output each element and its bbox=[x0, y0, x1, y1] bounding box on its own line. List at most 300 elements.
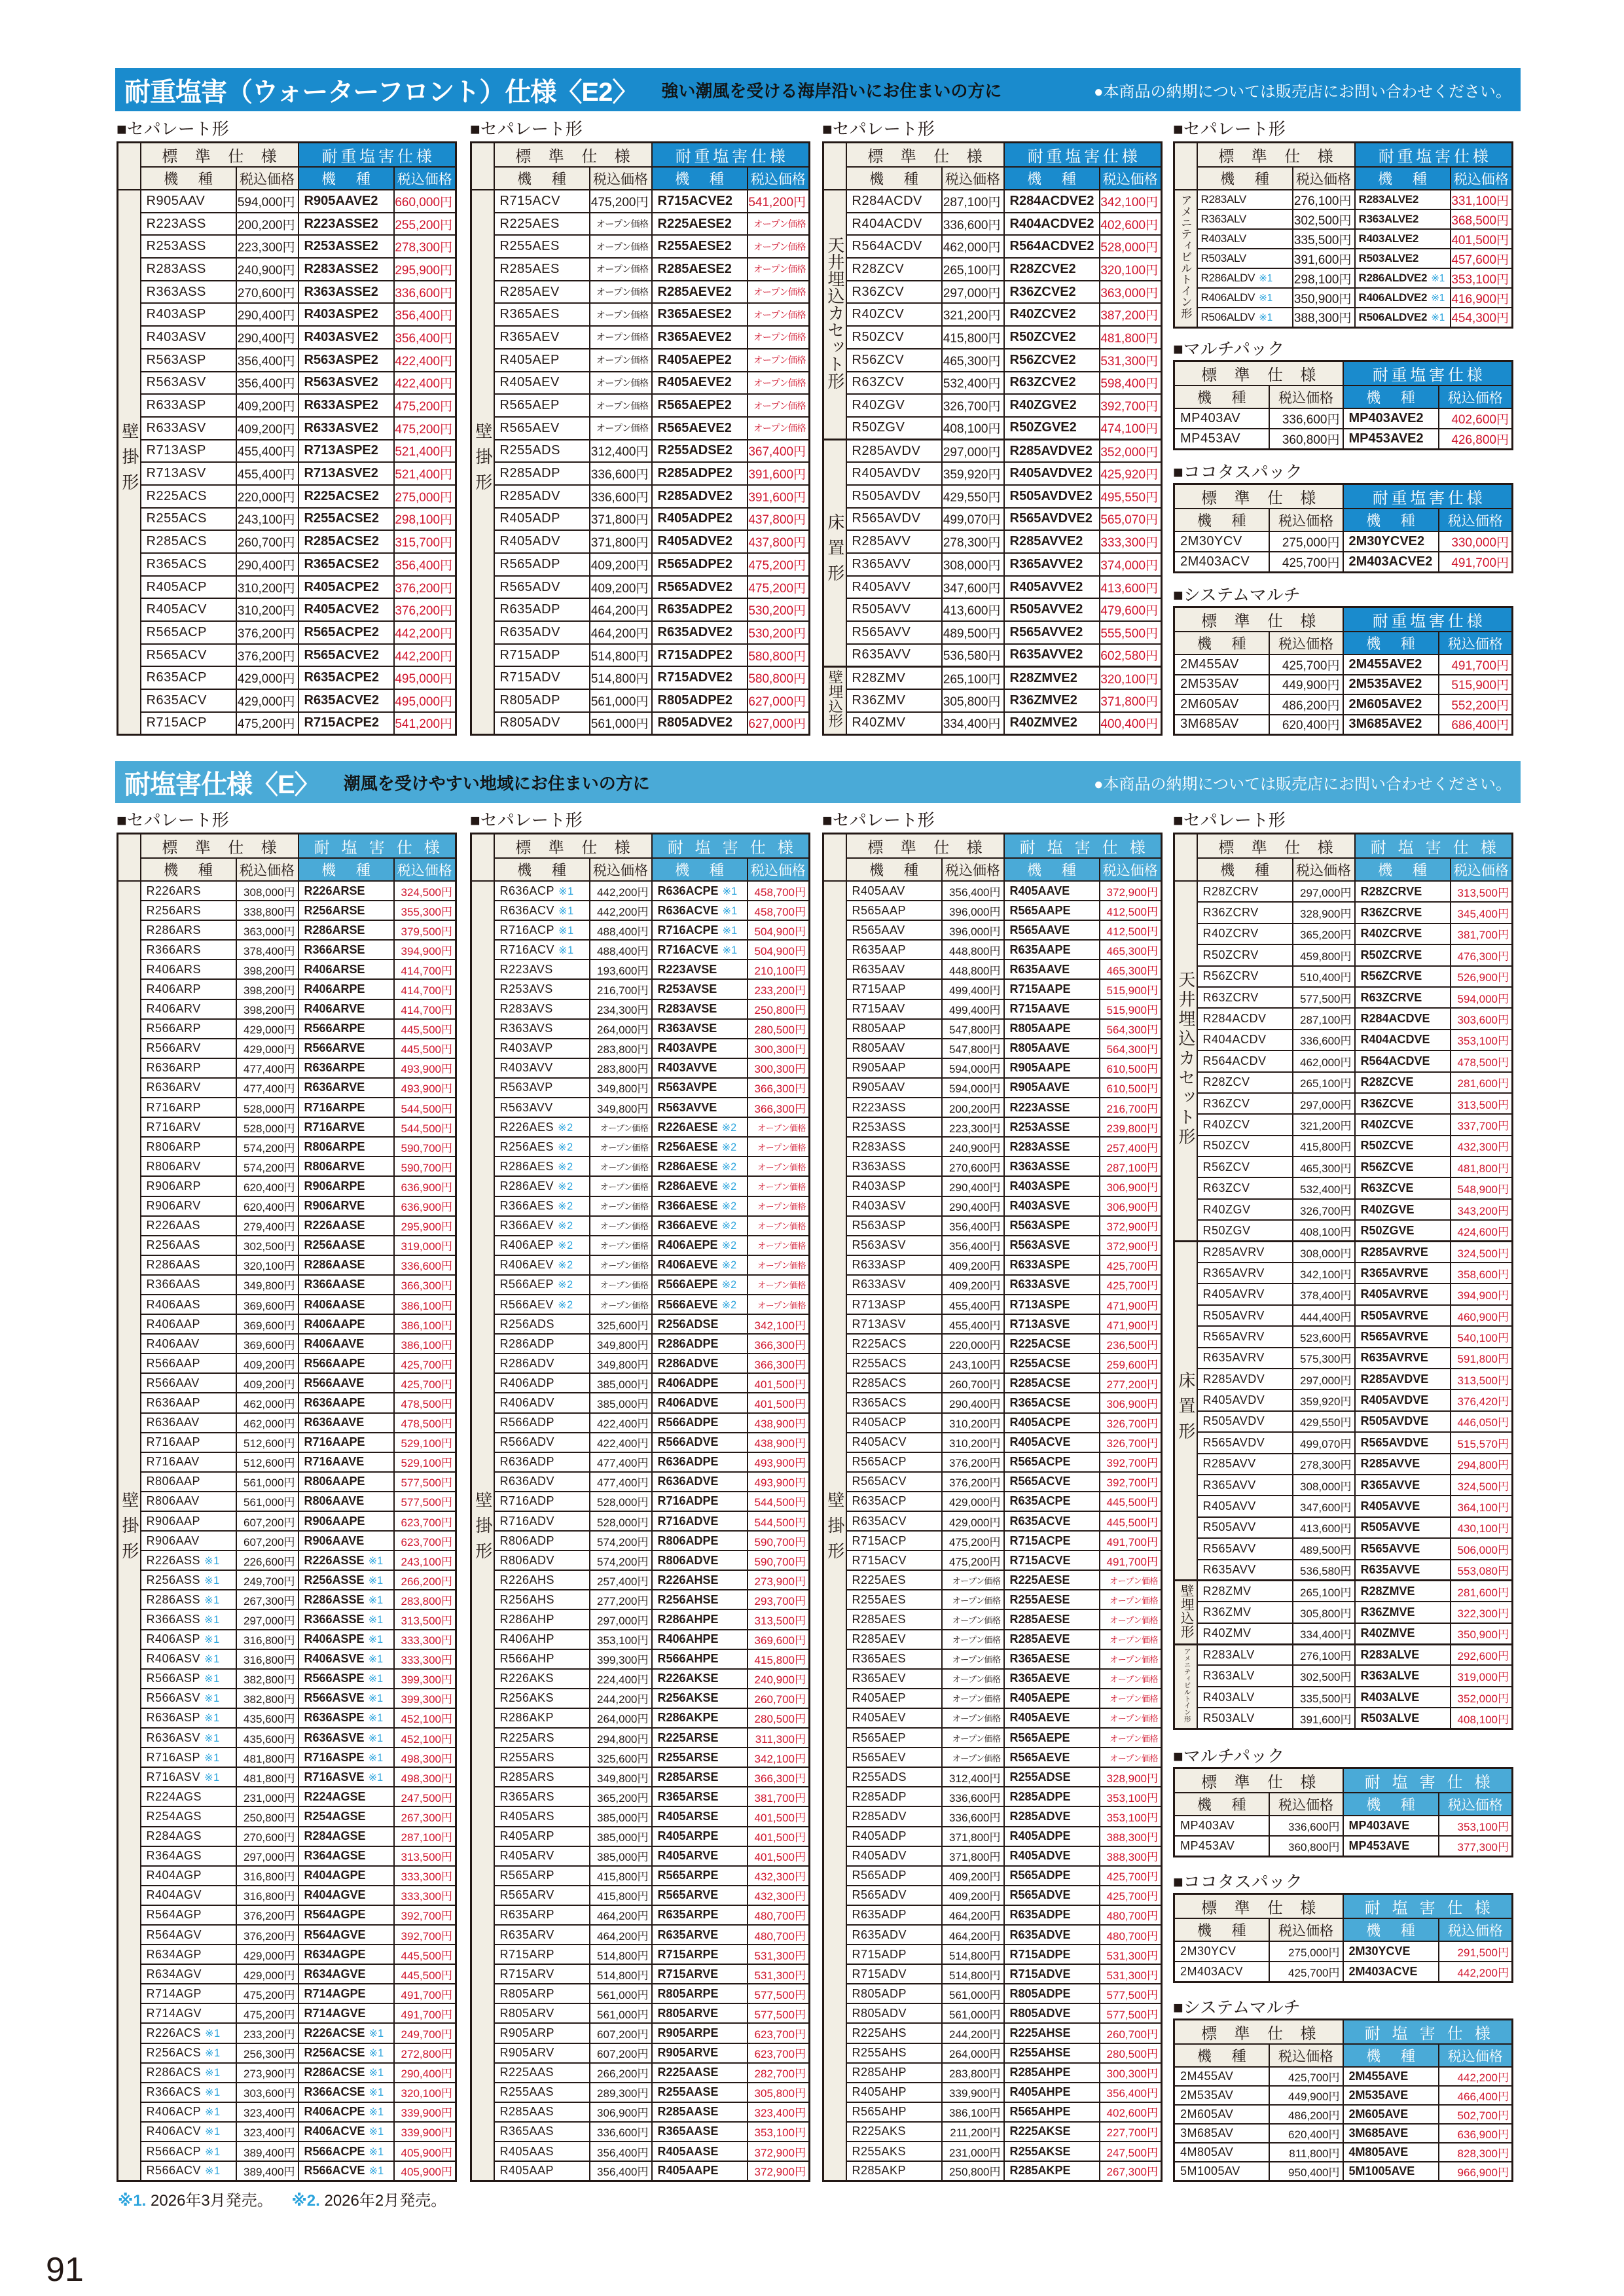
salt-price: 475,200円 bbox=[748, 553, 810, 576]
header-row bbox=[1174, 858, 1513, 881]
salt-price: 236,500円 bbox=[1100, 1334, 1162, 1354]
standard-model bbox=[1197, 1283, 1293, 1304]
standard-model bbox=[494, 303, 590, 326]
header-row bbox=[823, 834, 1162, 859]
model-name: R405AVDVE2 bbox=[1009, 466, 1092, 481]
salt-model bbox=[1004, 462, 1100, 485]
standard-model bbox=[494, 1413, 590, 1433]
model-name: R286AAS bbox=[146, 1258, 201, 1272]
salt-price: 352,000円 bbox=[1100, 440, 1162, 463]
table-row bbox=[471, 1393, 810, 1412]
table-row bbox=[823, 1452, 1162, 1472]
model-name: R405AAVE bbox=[1009, 884, 1070, 897]
model-name: R286ALDVE2 bbox=[1358, 272, 1428, 284]
standard-model bbox=[1197, 1560, 1293, 1581]
standard-price: 376,200円 bbox=[236, 1925, 298, 1945]
standard-price: 514,800円 bbox=[590, 644, 652, 667]
salt-model bbox=[1004, 1255, 1100, 1275]
model-name: R256ADS bbox=[499, 1317, 555, 1331]
standard-price: 369,600円 bbox=[236, 1314, 298, 1334]
salt-price: 319,000円 bbox=[394, 1236, 456, 1255]
table-row bbox=[1174, 694, 1513, 715]
header-row bbox=[1174, 632, 1513, 655]
price-header: 税込価格 bbox=[942, 858, 1004, 881]
standard-price: 312,400円 bbox=[590, 440, 652, 463]
salt-model bbox=[298, 1058, 394, 1078]
model-name: R225ARSE bbox=[657, 1731, 719, 1744]
standard-model bbox=[1197, 987, 1293, 1008]
salt-price: 504,900円 bbox=[748, 920, 810, 940]
salt-model bbox=[652, 235, 748, 258]
salt-model bbox=[1004, 303, 1100, 326]
salt-price: 515,570円 bbox=[1451, 1432, 1513, 1453]
table-row bbox=[471, 2063, 810, 2083]
model-name: 2M455AV bbox=[1180, 656, 1239, 672]
model-name: R366ARS bbox=[146, 942, 202, 956]
salt-price: 475,200円 bbox=[394, 417, 456, 440]
standard-model bbox=[846, 1551, 942, 1570]
salt-model bbox=[1004, 712, 1100, 735]
table-row bbox=[118, 1255, 456, 1275]
standard-model bbox=[846, 1039, 942, 1058]
standard-model bbox=[141, 1314, 236, 1334]
model-name: R563ASVE2 bbox=[304, 375, 378, 390]
salt-price: 493,900円 bbox=[394, 1058, 456, 1078]
table-row bbox=[823, 258, 1162, 281]
salt-price: 458,700円 bbox=[748, 881, 810, 901]
standard-model bbox=[846, 881, 942, 901]
table-row bbox=[471, 1255, 810, 1275]
model-name: R285ADV bbox=[852, 1809, 907, 1823]
salt-model bbox=[1004, 1866, 1100, 1886]
table-row bbox=[1174, 1644, 1513, 1665]
standard-price: 489,500円 bbox=[942, 621, 1004, 644]
table-row bbox=[1174, 1114, 1513, 1135]
salt-price: 306,900円 bbox=[1100, 1196, 1162, 1216]
table-row bbox=[118, 1413, 456, 1433]
table-row bbox=[823, 901, 1162, 920]
standard-model bbox=[1174, 694, 1269, 715]
standard-price: 363,000円 bbox=[236, 920, 298, 940]
table-row bbox=[823, 1255, 1162, 1275]
standard-price: 336,600円 bbox=[590, 2122, 652, 2142]
salt-price: 425,700円 bbox=[1100, 1275, 1162, 1295]
model-name: R565ADVE bbox=[1009, 1888, 1071, 1902]
header-row bbox=[1174, 2044, 1513, 2067]
model-name: R405ACP bbox=[146, 579, 207, 594]
salt-price: 466,400円 bbox=[1439, 2086, 1513, 2105]
standard-price: 250,800円 bbox=[236, 1806, 298, 1826]
standard-price: 265,100円 bbox=[1293, 1072, 1355, 1093]
model-name: R63ZCVE bbox=[1360, 1181, 1414, 1195]
model-name: R636ACVE bbox=[657, 903, 719, 917]
standard-model bbox=[141, 1393, 236, 1412]
salt-price: オープン価格 bbox=[748, 303, 810, 326]
salt-model bbox=[1004, 1334, 1100, 1354]
salt-price: 515,900円 bbox=[1100, 979, 1162, 999]
table-row bbox=[118, 1511, 456, 1531]
model-name: R226AASE bbox=[304, 1219, 365, 1232]
salt-model bbox=[1004, 2063, 1100, 2083]
table-row bbox=[823, 2122, 1162, 2142]
salt-price: 432,300円 bbox=[1451, 1136, 1513, 1157]
model-name: R363ASSE bbox=[1009, 1159, 1070, 1173]
standard-price: 275,000円 bbox=[1269, 531, 1343, 552]
standard-model bbox=[846, 2083, 942, 2102]
salt-model bbox=[652, 440, 748, 463]
salt-model bbox=[298, 1925, 394, 1945]
salt-price: 399,300円 bbox=[394, 1669, 456, 1689]
footnote-ref: ※1 bbox=[204, 1732, 220, 1744]
model-name: R365ACSE bbox=[1009, 1395, 1071, 1409]
table-row bbox=[823, 1078, 1162, 1098]
model-name: R365AESE2 bbox=[657, 307, 732, 322]
model-name: R50ZCRVE bbox=[1360, 948, 1422, 961]
salt-model bbox=[298, 689, 394, 712]
model-name: R505AVDV bbox=[852, 488, 921, 503]
group-label: 壁掛形 bbox=[825, 1490, 845, 1568]
standard-price: 334,400円 bbox=[942, 712, 1004, 735]
salt-model bbox=[298, 1433, 394, 1452]
group-label: 天井埋込カセット形 bbox=[1176, 971, 1196, 1148]
standard-price: 290,400円 bbox=[236, 326, 298, 349]
standard-model bbox=[494, 920, 590, 940]
footnote-ref: ※1 bbox=[204, 1594, 220, 1606]
model-name: R63ZCVE2 bbox=[1009, 375, 1076, 390]
price-header: 税込価格 bbox=[1293, 167, 1355, 190]
table-row bbox=[823, 372, 1162, 395]
standard-model bbox=[846, 508, 942, 531]
table-row bbox=[118, 1984, 456, 2003]
footnote-ref: ※2 bbox=[558, 1220, 573, 1232]
table-row bbox=[471, 1609, 810, 1629]
model-name: R285AVDV bbox=[852, 443, 921, 458]
standard-price: 336,600円 bbox=[1293, 1030, 1355, 1050]
standard-model bbox=[846, 1925, 942, 1945]
table-row bbox=[471, 644, 810, 667]
standard-price: 339,900円 bbox=[942, 2083, 1004, 2102]
table-row bbox=[471, 1196, 810, 1216]
model-name: R563AVP bbox=[499, 1081, 553, 1094]
salt-model bbox=[652, 881, 748, 901]
salt-model bbox=[652, 462, 748, 485]
salt-price: 465,300円 bbox=[1100, 960, 1162, 979]
standard-price: 481,800円 bbox=[236, 1767, 298, 1787]
standard-price: 547,800円 bbox=[942, 1039, 1004, 1058]
standard-price: 512,600円 bbox=[236, 1433, 298, 1452]
standard-model bbox=[141, 1669, 236, 1689]
table-row bbox=[1174, 1305, 1513, 1326]
salt-price: 328,900円 bbox=[1100, 1767, 1162, 1787]
salt-model bbox=[298, 1886, 394, 1905]
salt-price: 291,500円 bbox=[1439, 1941, 1513, 1962]
standard-price: 389,400円 bbox=[236, 2142, 298, 2161]
standard-model bbox=[494, 349, 590, 372]
model-name: R225AES bbox=[852, 1573, 907, 1587]
standard-model bbox=[1197, 1581, 1293, 1602]
group-header-cell bbox=[118, 834, 141, 882]
model-name: R906ARVE bbox=[304, 1199, 365, 1213]
table-label: ■システムマルチ bbox=[1173, 585, 1301, 605]
standard-model bbox=[494, 2043, 590, 2063]
salt-price: 623,700円 bbox=[394, 1531, 456, 1551]
standard-price: 376,200円 bbox=[236, 644, 298, 667]
model-name: R285ACS bbox=[852, 1376, 907, 1390]
salt-price: 243,100円 bbox=[394, 1551, 456, 1570]
model-name: R566ARP bbox=[146, 1022, 202, 1035]
model-name: R365AVVE bbox=[1360, 1478, 1420, 1492]
salt-price: 480,700円 bbox=[1100, 1905, 1162, 1925]
salt-price: 442,200円 bbox=[394, 644, 456, 667]
table-row bbox=[1174, 2105, 1513, 2124]
footnote-ref: ※1 bbox=[368, 1771, 384, 1784]
model-name: R406ARSE bbox=[304, 962, 365, 976]
footnote-ref: ※1 bbox=[558, 885, 574, 897]
standard-model bbox=[494, 1433, 590, 1452]
table-row bbox=[823, 1649, 1162, 1669]
model-name: R256AES bbox=[499, 1139, 554, 1153]
standard-price: 231,000円 bbox=[942, 2142, 1004, 2161]
model-name: R565AAVE bbox=[1009, 923, 1070, 937]
table-row bbox=[118, 1196, 456, 1216]
standard-model bbox=[141, 1886, 236, 1905]
standard-model bbox=[494, 281, 590, 304]
salt-model bbox=[1355, 902, 1451, 923]
salt-model bbox=[1343, 2086, 1439, 2105]
model-name: R256ARS bbox=[146, 903, 202, 917]
model-name: R563ASP bbox=[146, 352, 206, 367]
salt-model bbox=[1355, 1602, 1451, 1623]
table-row bbox=[823, 1748, 1162, 1767]
table-row bbox=[1174, 902, 1513, 923]
model-name: 2M403ACVE2 bbox=[1348, 554, 1433, 569]
model-name: R225AHS bbox=[852, 2026, 907, 2039]
header-row bbox=[823, 858, 1162, 881]
model-header: 機種 bbox=[846, 167, 942, 190]
table-row bbox=[471, 1649, 810, 1669]
salt-price: 278,300円 bbox=[394, 235, 456, 258]
standard-model bbox=[846, 1413, 942, 1433]
salt-model bbox=[652, 1373, 748, 1393]
table-row bbox=[118, 2142, 456, 2161]
salt-price: 401,500円 bbox=[748, 1846, 810, 1866]
standard-price: 388,300円 bbox=[1293, 308, 1355, 327]
salt-model bbox=[298, 2023, 394, 2043]
salt-price: 287,100円 bbox=[394, 1827, 456, 1846]
salt-price: 320,100円 bbox=[1100, 258, 1162, 281]
model-name: R906AAV bbox=[146, 1534, 200, 1547]
salt-model bbox=[298, 1748, 394, 1767]
model-name: R283ASSE bbox=[1009, 1139, 1070, 1153]
standard-model bbox=[494, 1886, 590, 1905]
salt-price: 445,500円 bbox=[394, 1945, 456, 1964]
salt-model bbox=[1355, 1475, 1451, 1496]
standard-price: 349,800円 bbox=[590, 1098, 652, 1117]
standard-price: 442,200円 bbox=[590, 881, 652, 901]
standard-price: 310,200円 bbox=[942, 1413, 1004, 1433]
standard-price: 429,550円 bbox=[1293, 1411, 1355, 1432]
salt-price: 530,200円 bbox=[748, 621, 810, 644]
table-row bbox=[118, 598, 456, 621]
model-name: 2M403ACVE bbox=[1348, 1964, 1418, 1978]
salt-model bbox=[1355, 1560, 1451, 1581]
salt-price: 408,100円 bbox=[1451, 1708, 1513, 1729]
standard-price: 240,900円 bbox=[236, 258, 298, 281]
model-name: 2M455AVE bbox=[1348, 2070, 1409, 2083]
salt-model bbox=[1004, 2161, 1100, 2181]
standard-price: 408,100円 bbox=[1293, 1220, 1355, 1241]
standard-model bbox=[846, 1472, 942, 1492]
group-label: アメニティビルトイン形 bbox=[1179, 194, 1193, 319]
standard-price: 325,600円 bbox=[590, 1314, 652, 1334]
table-row bbox=[118, 1098, 456, 1117]
salt-model bbox=[1355, 1263, 1451, 1283]
model-name: R566ARPE bbox=[304, 1022, 365, 1035]
table-row bbox=[118, 1886, 456, 1905]
standard-price: 290,400円 bbox=[236, 303, 298, 326]
model-name: R563AVVE bbox=[657, 1100, 717, 1114]
salt-model bbox=[1004, 576, 1100, 599]
salt-price: 493,900円 bbox=[748, 1452, 810, 1472]
standard-model bbox=[141, 1964, 236, 1984]
standard-model bbox=[494, 553, 590, 576]
salt-price: 445,500円 bbox=[394, 1019, 456, 1039]
standard-model bbox=[494, 2102, 590, 2122]
standard-model bbox=[141, 1570, 236, 1590]
footnote-ref: ※2 bbox=[558, 1299, 573, 1311]
standard-model bbox=[1174, 715, 1269, 735]
salt-price: 491,700円 bbox=[1439, 655, 1513, 675]
model-name: R565ADP bbox=[499, 556, 560, 571]
salt-model bbox=[652, 485, 748, 508]
model-name: R715ARV bbox=[499, 1967, 554, 1981]
model-name: R635ACP bbox=[852, 1494, 907, 1508]
model-name: R406ARVE bbox=[304, 1002, 365, 1016]
standard-model bbox=[1174, 2143, 1269, 2162]
footnote-ref: ※1 bbox=[369, 2145, 384, 2158]
model-name: R805ADV bbox=[852, 2006, 907, 2020]
footnote-ref: ※1 bbox=[1431, 312, 1445, 323]
standard-model bbox=[494, 440, 590, 463]
model-name: R565ACV bbox=[852, 1475, 907, 1488]
table-row bbox=[823, 1157, 1162, 1176]
model-name: R40ZGV bbox=[852, 398, 905, 413]
model-name: R286AES bbox=[499, 1159, 554, 1173]
model-name: R564ACDVE2 bbox=[1009, 239, 1094, 254]
salt-model bbox=[298, 2142, 394, 2161]
standard-price: 574,200円 bbox=[236, 1157, 298, 1176]
model-name: R36ZCVE bbox=[1360, 1096, 1414, 1110]
model-name: R405ADP bbox=[852, 1829, 907, 1843]
table-row bbox=[471, 394, 810, 417]
table-row bbox=[118, 1551, 456, 1570]
salt-model bbox=[652, 1570, 748, 1590]
salt-model bbox=[1355, 268, 1451, 288]
salt-price: 377,300円 bbox=[1439, 1836, 1513, 1856]
model-name: R805AAV bbox=[852, 1041, 905, 1055]
salt-model bbox=[1004, 349, 1100, 372]
salt-price: 541,200円 bbox=[394, 712, 456, 735]
standard-price: 398,200円 bbox=[236, 960, 298, 979]
model-name: R636ARPE bbox=[304, 1061, 365, 1075]
standard-model bbox=[846, 1728, 942, 1748]
salt-price: 353,100円 bbox=[748, 2122, 810, 2142]
salt-price: 400,400円 bbox=[1100, 712, 1162, 735]
table-row bbox=[471, 2142, 810, 2161]
model-name: R565ACPE2 bbox=[304, 624, 380, 639]
table-row bbox=[471, 1846, 810, 1866]
standard-price: 297,000円 bbox=[236, 1609, 298, 1629]
salt-price: 454,300円 bbox=[1451, 308, 1513, 327]
salt-price: 432,300円 bbox=[748, 1866, 810, 1886]
model-name: R635AAVE bbox=[1009, 962, 1070, 976]
salt-price: 424,600円 bbox=[1451, 1220, 1513, 1241]
model-header: 機種 bbox=[652, 858, 748, 881]
standard-price: 528,000円 bbox=[590, 1492, 652, 1511]
model-name: R565AAPE bbox=[1009, 903, 1071, 917]
salt-model bbox=[298, 1393, 394, 1412]
model-name: R565AHPE bbox=[1009, 2105, 1071, 2119]
table-row bbox=[823, 1275, 1162, 1295]
table-header bbox=[1174, 2020, 1513, 2068]
model-name: R285AKPE bbox=[1009, 2164, 1071, 2178]
model-name: R405AEP bbox=[499, 352, 560, 367]
salt-model bbox=[652, 2122, 748, 2142]
salt-price: 491,700円 bbox=[1100, 1551, 1162, 1570]
model-name: 4M805AV bbox=[1180, 2145, 1234, 2159]
salt-model bbox=[652, 1689, 748, 1708]
standard-price: 536,580円 bbox=[942, 644, 1004, 667]
table-row bbox=[471, 1748, 810, 1767]
model-name: R403AVPE bbox=[657, 1041, 717, 1055]
model-name: R633ASVE2 bbox=[304, 420, 378, 435]
standard-price: 359,920円 bbox=[1293, 1390, 1355, 1410]
salt-price: 526,900円 bbox=[1451, 966, 1513, 987]
salt-price: オープン価格 bbox=[748, 1157, 810, 1176]
table-header bbox=[1174, 834, 1513, 882]
model-name: R50ZGVE bbox=[1360, 1223, 1415, 1237]
salt-model bbox=[1004, 979, 1100, 999]
standard-model bbox=[141, 508, 236, 531]
salt-price: 401,500円 bbox=[748, 1806, 810, 1826]
salt-model bbox=[1343, 675, 1439, 695]
price-header: 税込価格 bbox=[590, 167, 652, 190]
model-name: R565ARPE bbox=[657, 1869, 719, 1882]
table-row bbox=[823, 1137, 1162, 1157]
standard-price: 378,400円 bbox=[1293, 1283, 1355, 1304]
standard-price: 297,000円 bbox=[942, 281, 1004, 304]
standard-model bbox=[1197, 881, 1293, 902]
salt-model bbox=[298, 1255, 394, 1275]
model-name: R405AVDV bbox=[852, 466, 921, 481]
salt-model bbox=[1004, 281, 1100, 304]
table-row bbox=[118, 1806, 456, 1826]
standard-price: 514,800円 bbox=[942, 1964, 1004, 1984]
salt-price: 416,900円 bbox=[1451, 288, 1513, 308]
standard-price: 386,100円 bbox=[942, 2102, 1004, 2122]
standard-price: 574,200円 bbox=[590, 1551, 652, 1570]
standard-price: 455,400円 bbox=[236, 440, 298, 463]
standard-price: 249,700円 bbox=[236, 1570, 298, 1590]
salt-price: 401,500円 bbox=[748, 1373, 810, 1393]
standard-model bbox=[494, 1373, 590, 1393]
section-banner-salt bbox=[115, 761, 1521, 803]
table-row bbox=[118, 553, 456, 576]
table-row bbox=[118, 2122, 456, 2142]
standard-model bbox=[494, 462, 590, 485]
standard-model bbox=[846, 598, 942, 621]
model-name: R225AKS bbox=[852, 2125, 907, 2138]
